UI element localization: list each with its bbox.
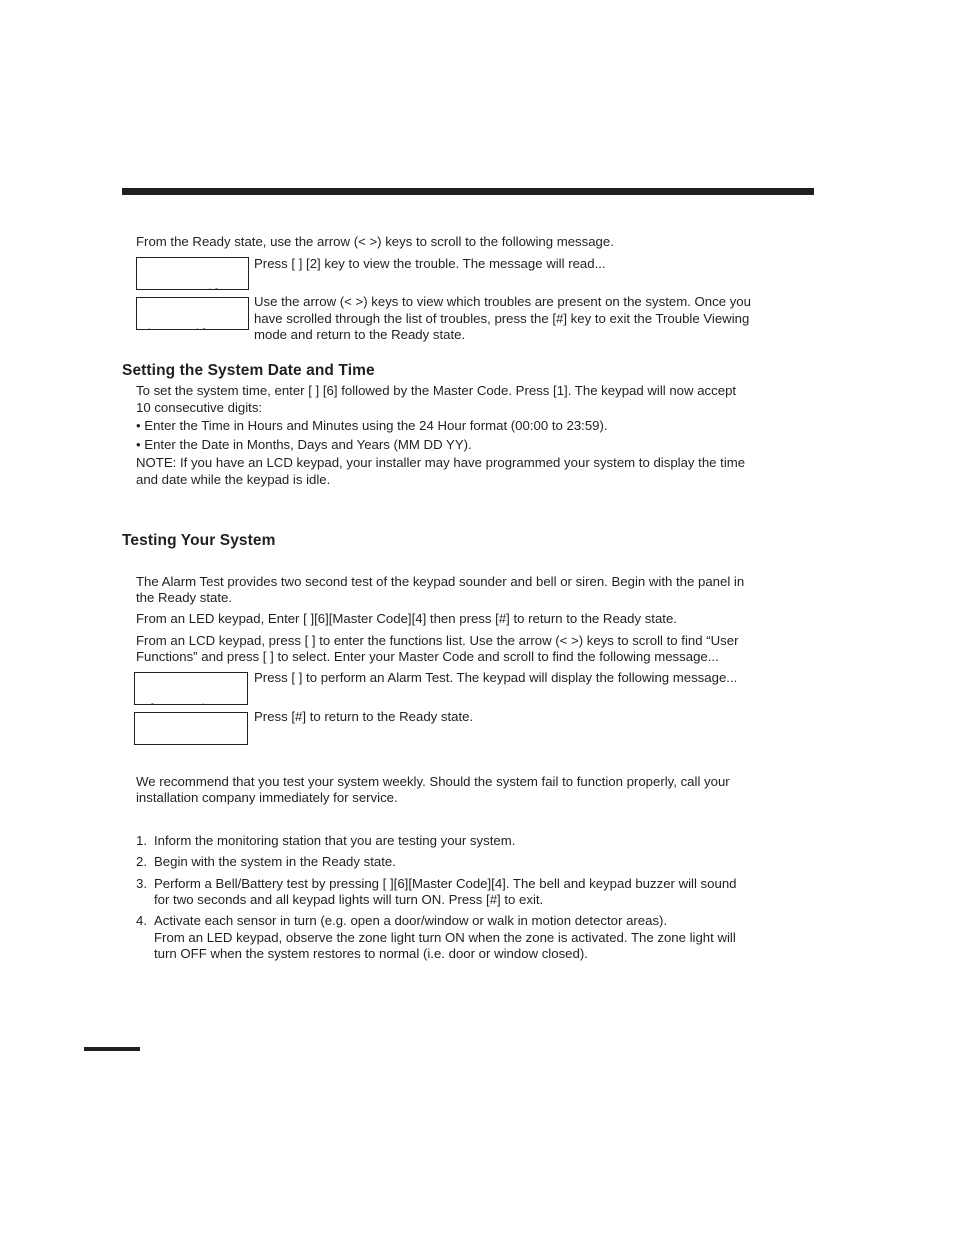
alarm-test-text: the Ready state.	[136, 590, 233, 605]
lcd1-instruction: Press [ ] [2] key to view the trouble. The message will read...	[254, 256, 606, 271]
lcd-keypad-text: Functions” and press [ ] to select. Enter your Master Code and scroll to find the following message...	[136, 649, 719, 664]
led-keypad-text: From an LED keypad, Enter [ ][6][Master Code][4] then press [#] to return to the Ready state.	[136, 611, 677, 626]
step-text: for two seconds and all keypad lights will turn ON. Press [#] to exit.	[154, 892, 544, 907]
step-text: Activate each sensor in turn (e.g. open a door/window or walk in motion detector areas).	[154, 913, 668, 928]
step-text: Inform the monitoring station that you are testing your system.	[154, 833, 516, 848]
lcd2-instruction-line: Use the arrow (< >) keys to view which troubles are present on the system. Once you	[254, 294, 751, 309]
intro-text: From the Ready state, use the arrow (< >) keys to scroll to the following message.	[136, 234, 614, 249]
section1-bullet: • Enter the Date in Months, Days and Years (MM DD YY).	[136, 437, 472, 452]
lcd-line-1	[140, 327, 245, 330]
step-text: Perform a Bell/Battery test by pressing [ ][6][Master Code][4]. The bell and keypad buzzer will sound	[154, 876, 737, 891]
lcd-display-system-test	[134, 712, 248, 745]
lcd3-instruction: Press [ ] to perform an Alarm Test. The keypad will display the following message...	[254, 670, 738, 685]
lcd-display-view-trouble	[136, 297, 249, 330]
top-rule	[122, 188, 814, 195]
section-heading-testing: Testing Your System	[122, 532, 276, 549]
section1-line: 10 consecutive digits:	[136, 400, 263, 415]
section1-line: To set the system time, enter [ ] [6] followed by the Master Code. Press [1]. The keypad will now accept	[136, 383, 737, 398]
lcd4-instruction: Press [#] to return to the Ready state.	[254, 709, 474, 724]
section1-note: NOTE: If you have an LCD keypad, your installer may have programmed your system to display the time	[136, 455, 746, 470]
weekly-test-text: We recommend that you test your system weekly. Should the system fail to function properly, call your	[136, 774, 730, 789]
step-number: 4.	[136, 913, 147, 928]
lcd-line-1	[138, 702, 244, 705]
step-number: 1.	[136, 833, 147, 848]
lcd-keypad-text: From an LCD keypad, press [ ] to enter the functions list. Use the arrow (< >) keys to scroll to find “User	[136, 633, 739, 648]
section1-note: and date while the keypad is idle.	[136, 472, 331, 487]
lcd-line-1	[138, 742, 244, 745]
lcd2-instruction-line: have scrolled through the list of troubles, press the [#] key to exit the Trouble Viewing	[254, 311, 750, 326]
alarm-test-text: The Alarm Test provides two second test of the keypad sounder and bell or siren. Begin with the panel in	[136, 574, 745, 589]
lcd2-instruction-line: mode and return to the Ready state.	[254, 327, 466, 342]
bottom-rule	[84, 1047, 140, 1051]
lcd-display-select-option	[134, 672, 248, 705]
step-number: 2.	[136, 854, 147, 869]
step-number: 3.	[136, 876, 147, 891]
step-text: Begin with the system in the Ready state.	[154, 854, 396, 869]
weekly-test-text: installation company immediately for service.	[136, 790, 398, 805]
section-heading-date-time: Setting the System Date and Time	[122, 362, 375, 379]
section1-bullet: • Enter the Time in Hours and Minutes using the 24 Hour format (00:00 to 23:59).	[136, 418, 608, 433]
lcd-line-1	[140, 287, 245, 290]
step-text: turn OFF when the system restores to normal (i.e. door or window closed).	[154, 946, 588, 961]
lcd-display-system-trouble	[136, 257, 249, 290]
step-text: From an LED keypad, observe the zone light turn ON when the zone is activated. The zone light will	[154, 930, 736, 945]
